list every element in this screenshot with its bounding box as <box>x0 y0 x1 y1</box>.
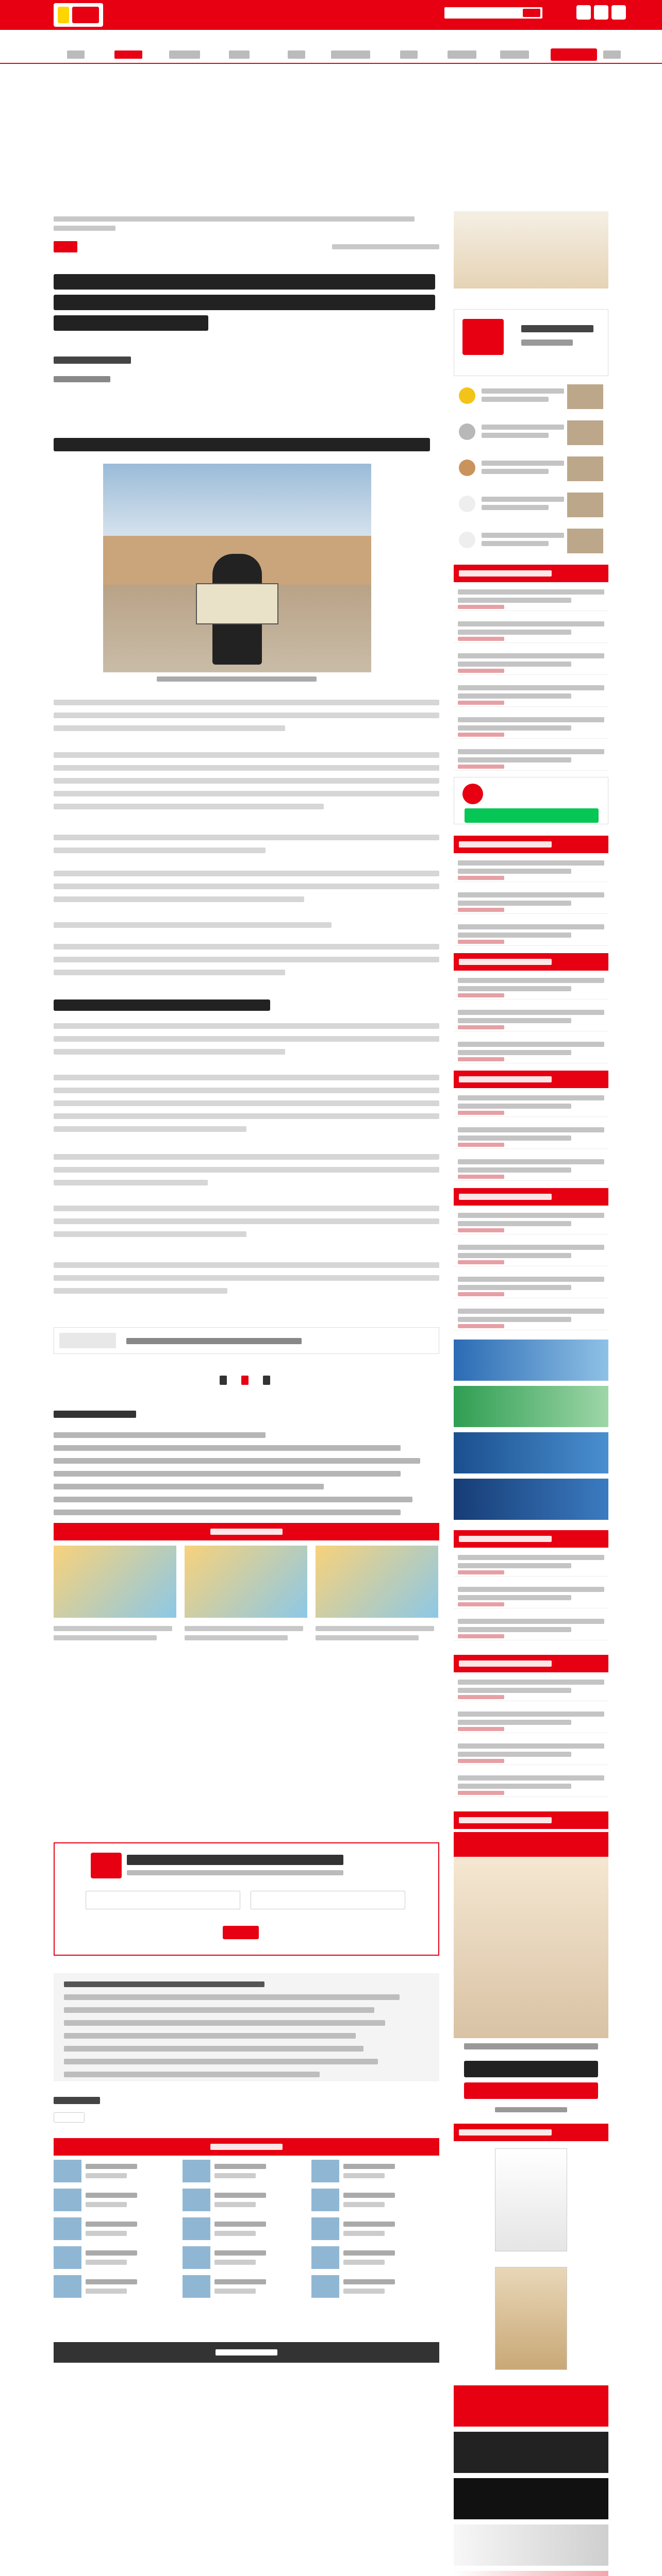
author-name-footer[interactable] <box>54 1411 136 1418</box>
popular-item[interactable] <box>54 2274 177 2299</box>
nav-item[interactable] <box>331 50 370 59</box>
next-page-title[interactable] <box>126 1338 302 1344</box>
page-3[interactable] <box>263 1376 270 1385</box>
survey-select[interactable] <box>86 1891 240 1909</box>
popular-header <box>54 2138 439 2156</box>
popular-item[interactable] <box>311 2188 435 2212</box>
recommended-caption[interactable] <box>54 1626 172 1631</box>
article-paragraph <box>54 1206 439 1244</box>
backnumber-link[interactable] <box>54 376 110 382</box>
survey-subtext <box>127 1870 343 1875</box>
popular-item[interactable] <box>183 2188 306 2212</box>
nav-item-active[interactable] <box>114 50 142 59</box>
magazine-cover[interactable] <box>454 1832 608 2038</box>
ranking-item[interactable] <box>454 453 608 484</box>
gourmet-header <box>454 836 608 853</box>
nav-item[interactable] <box>169 50 200 59</box>
sidebar-article[interactable] <box>454 680 608 707</box>
popular-item[interactable] <box>54 2245 177 2270</box>
popular-item[interactable] <box>54 2188 177 2212</box>
recommended-caption[interactable] <box>185 1635 288 1640</box>
more-ranking-button[interactable] <box>54 2342 439 2363</box>
breadcrumb-line[interactable] <box>54 226 115 231</box>
publish-date <box>332 244 439 249</box>
sidebar-article[interactable] <box>454 1272 608 1298</box>
article-paragraph <box>54 700 439 738</box>
article-paragraph <box>54 1154 439 1193</box>
book-cover[interactable] <box>495 2267 567 2370</box>
recommended-caption[interactable] <box>185 1626 303 1631</box>
ranking-box-header <box>454 309 608 376</box>
sidebar-article[interactable] <box>454 1706 608 1733</box>
page-1[interactable] <box>220 1376 227 1385</box>
spa-icon <box>462 784 483 804</box>
sidebar-banner[interactable] <box>454 1432 608 1473</box>
sidebar-article[interactable] <box>454 712 608 739</box>
breadcrumb-line[interactable] <box>54 216 415 222</box>
breadcrumb <box>54 216 439 237</box>
author-name[interactable] <box>54 357 131 364</box>
ranking-item[interactable] <box>454 417 608 448</box>
popular-item[interactable] <box>311 2216 435 2241</box>
also-read-box <box>54 1973 439 2081</box>
popular-item[interactable] <box>54 2216 177 2241</box>
sidebar-article[interactable] <box>454 616 608 643</box>
article-paragraph <box>54 752 439 817</box>
article-title-line <box>54 295 435 310</box>
sidebar-article[interactable] <box>454 1738 608 1765</box>
line-add-friend-button[interactable] <box>465 808 599 823</box>
bunshun-header <box>454 1071 608 1088</box>
recommended-thumb[interactable] <box>54 1546 176 1618</box>
renzai-header <box>454 1530 608 1548</box>
issue-date <box>464 2043 598 2049</box>
recommended-thumb[interactable] <box>185 1546 307 1618</box>
recommended-thumb[interactable] <box>316 1546 438 1618</box>
hashtag-heading <box>54 2097 100 2104</box>
popular-item[interactable] <box>311 2245 435 2270</box>
spa-banner[interactable] <box>454 2385 608 2427</box>
recommended-caption[interactable] <box>316 1626 434 1631</box>
article-paragraph <box>54 1075 439 1139</box>
logo-wordmark <box>72 7 99 23</box>
related-books-header <box>454 2124 608 2141</box>
logo-mark <box>58 7 69 23</box>
global-nav <box>0 45 662 64</box>
article-paragraph <box>54 1262 439 1301</box>
article-title-line <box>54 315 208 331</box>
hashtag-chip[interactable] <box>54 2112 85 2123</box>
nav-item[interactable] <box>229 50 250 59</box>
latest-issue-header <box>454 1811 608 1829</box>
nav-myspa-logo[interactable] <box>551 48 597 61</box>
sidebar-article[interactable] <box>454 1550 608 1577</box>
sidebar-banner[interactable] <box>454 1479 608 1520</box>
nav-item[interactable] <box>448 50 476 59</box>
information-header <box>454 1655 608 1672</box>
subheading <box>54 999 270 1011</box>
related-links <box>54 1432 439 1522</box>
life-latest-header <box>454 565 608 582</box>
survey-submit-button[interactable] <box>223 1926 259 1939</box>
sidebar-article[interactable] <box>454 1208 608 1234</box>
sidebar-article[interactable] <box>454 1122 608 1149</box>
backnumber-link[interactable] <box>495 2107 567 2112</box>
sidebar-article[interactable] <box>454 1005 608 1031</box>
ranking-item[interactable] <box>454 526 608 556</box>
photo-sign <box>196 583 278 624</box>
sidebar-article[interactable] <box>454 919 608 946</box>
photo-caption <box>157 676 317 682</box>
book-cover[interactable] <box>495 2148 567 2251</box>
x-icon[interactable] <box>611 5 626 20</box>
recommended-caption[interactable] <box>54 1635 157 1640</box>
sidebar-article[interactable] <box>454 1154 608 1181</box>
article-main <box>54 216 439 2576</box>
article-paragraph <box>54 1023 439 1062</box>
recommended-caption[interactable] <box>316 1635 419 1640</box>
search-button[interactable] <box>523 9 540 17</box>
article-paragraph <box>54 944 439 982</box>
article-paragraph <box>54 871 439 909</box>
recommended-header <box>54 1523 439 1540</box>
popular-item[interactable] <box>183 2245 306 2270</box>
sidebar-article[interactable] <box>454 1614 608 1640</box>
amazon-buy-button[interactable] <box>464 2061 598 2077</box>
page-2-current[interactable] <box>241 1376 249 1385</box>
ranking-item[interactable] <box>454 489 608 520</box>
facebook-icon[interactable] <box>594 5 608 20</box>
popular-item[interactable] <box>54 2159 177 2183</box>
nav-item[interactable] <box>500 50 529 59</box>
subscribe-button[interactable] <box>464 2082 598 2099</box>
sidebar-article[interactable] <box>454 1674 608 1701</box>
article-paragraph <box>54 835 439 860</box>
category-tag[interactable] <box>54 241 77 252</box>
popular-item[interactable] <box>311 2159 435 2183</box>
sidebar-article[interactable] <box>454 584 608 611</box>
sidebar-banner[interactable] <box>454 1386 608 1427</box>
nav-item[interactable] <box>603 50 621 59</box>
survey-logo <box>91 1853 122 1878</box>
sidebar-article[interactable] <box>454 887 608 914</box>
hajimete-header <box>454 1188 608 1206</box>
article-paragraph <box>54 922 439 935</box>
survey-heading <box>127 1855 343 1865</box>
sidebar-article[interactable] <box>454 1770 608 1797</box>
sidebar-ad-banner[interactable] <box>454 211 608 289</box>
article-title-line <box>54 274 435 290</box>
media-banner[interactable] <box>454 2432 608 2473</box>
site-header <box>0 0 662 30</box>
survey-select[interactable] <box>251 1891 405 1909</box>
sidebar <box>454 211 608 2576</box>
sidebar-article[interactable] <box>454 744 608 771</box>
ranking-item[interactable] <box>454 381 608 412</box>
section-heading <box>54 438 430 451</box>
sidebar-article[interactable] <box>454 1240 608 1266</box>
popular-list <box>54 2159 439 2303</box>
sidebar-article[interactable] <box>454 1303 608 1330</box>
popular-item[interactable] <box>311 2274 435 2299</box>
media-banner[interactable] <box>454 2524 608 2566</box>
sidebar-article[interactable] <box>454 973 608 999</box>
survey-box <box>54 1842 439 1956</box>
harbor-header <box>454 953 608 971</box>
article-photo <box>103 464 371 672</box>
sidebar-article[interactable] <box>454 1090 608 1117</box>
sidebar-article[interactable] <box>454 855 608 882</box>
media-banner[interactable] <box>454 2571 608 2576</box>
nav-item[interactable] <box>67 50 85 59</box>
next-page-bar[interactable] <box>54 1327 439 1354</box>
site-logo[interactable] <box>54 3 103 27</box>
sidebar-article[interactable] <box>454 1037 608 1063</box>
next-page-button[interactable] <box>59 1333 116 1348</box>
popular-item[interactable] <box>183 2216 306 2241</box>
popular-item[interactable] <box>183 2274 306 2299</box>
sidebar-article[interactable] <box>454 648 608 675</box>
nav-item[interactable] <box>288 50 305 59</box>
nav-item[interactable] <box>400 50 418 59</box>
sidebar-article[interactable] <box>454 1582 608 1608</box>
instagram-icon[interactable] <box>576 5 591 20</box>
line-follow-box <box>454 777 608 824</box>
popular-item[interactable] <box>183 2159 306 2183</box>
sidebar-banner[interactable] <box>454 1340 608 1381</box>
media-banner[interactable] <box>454 2478 608 2519</box>
